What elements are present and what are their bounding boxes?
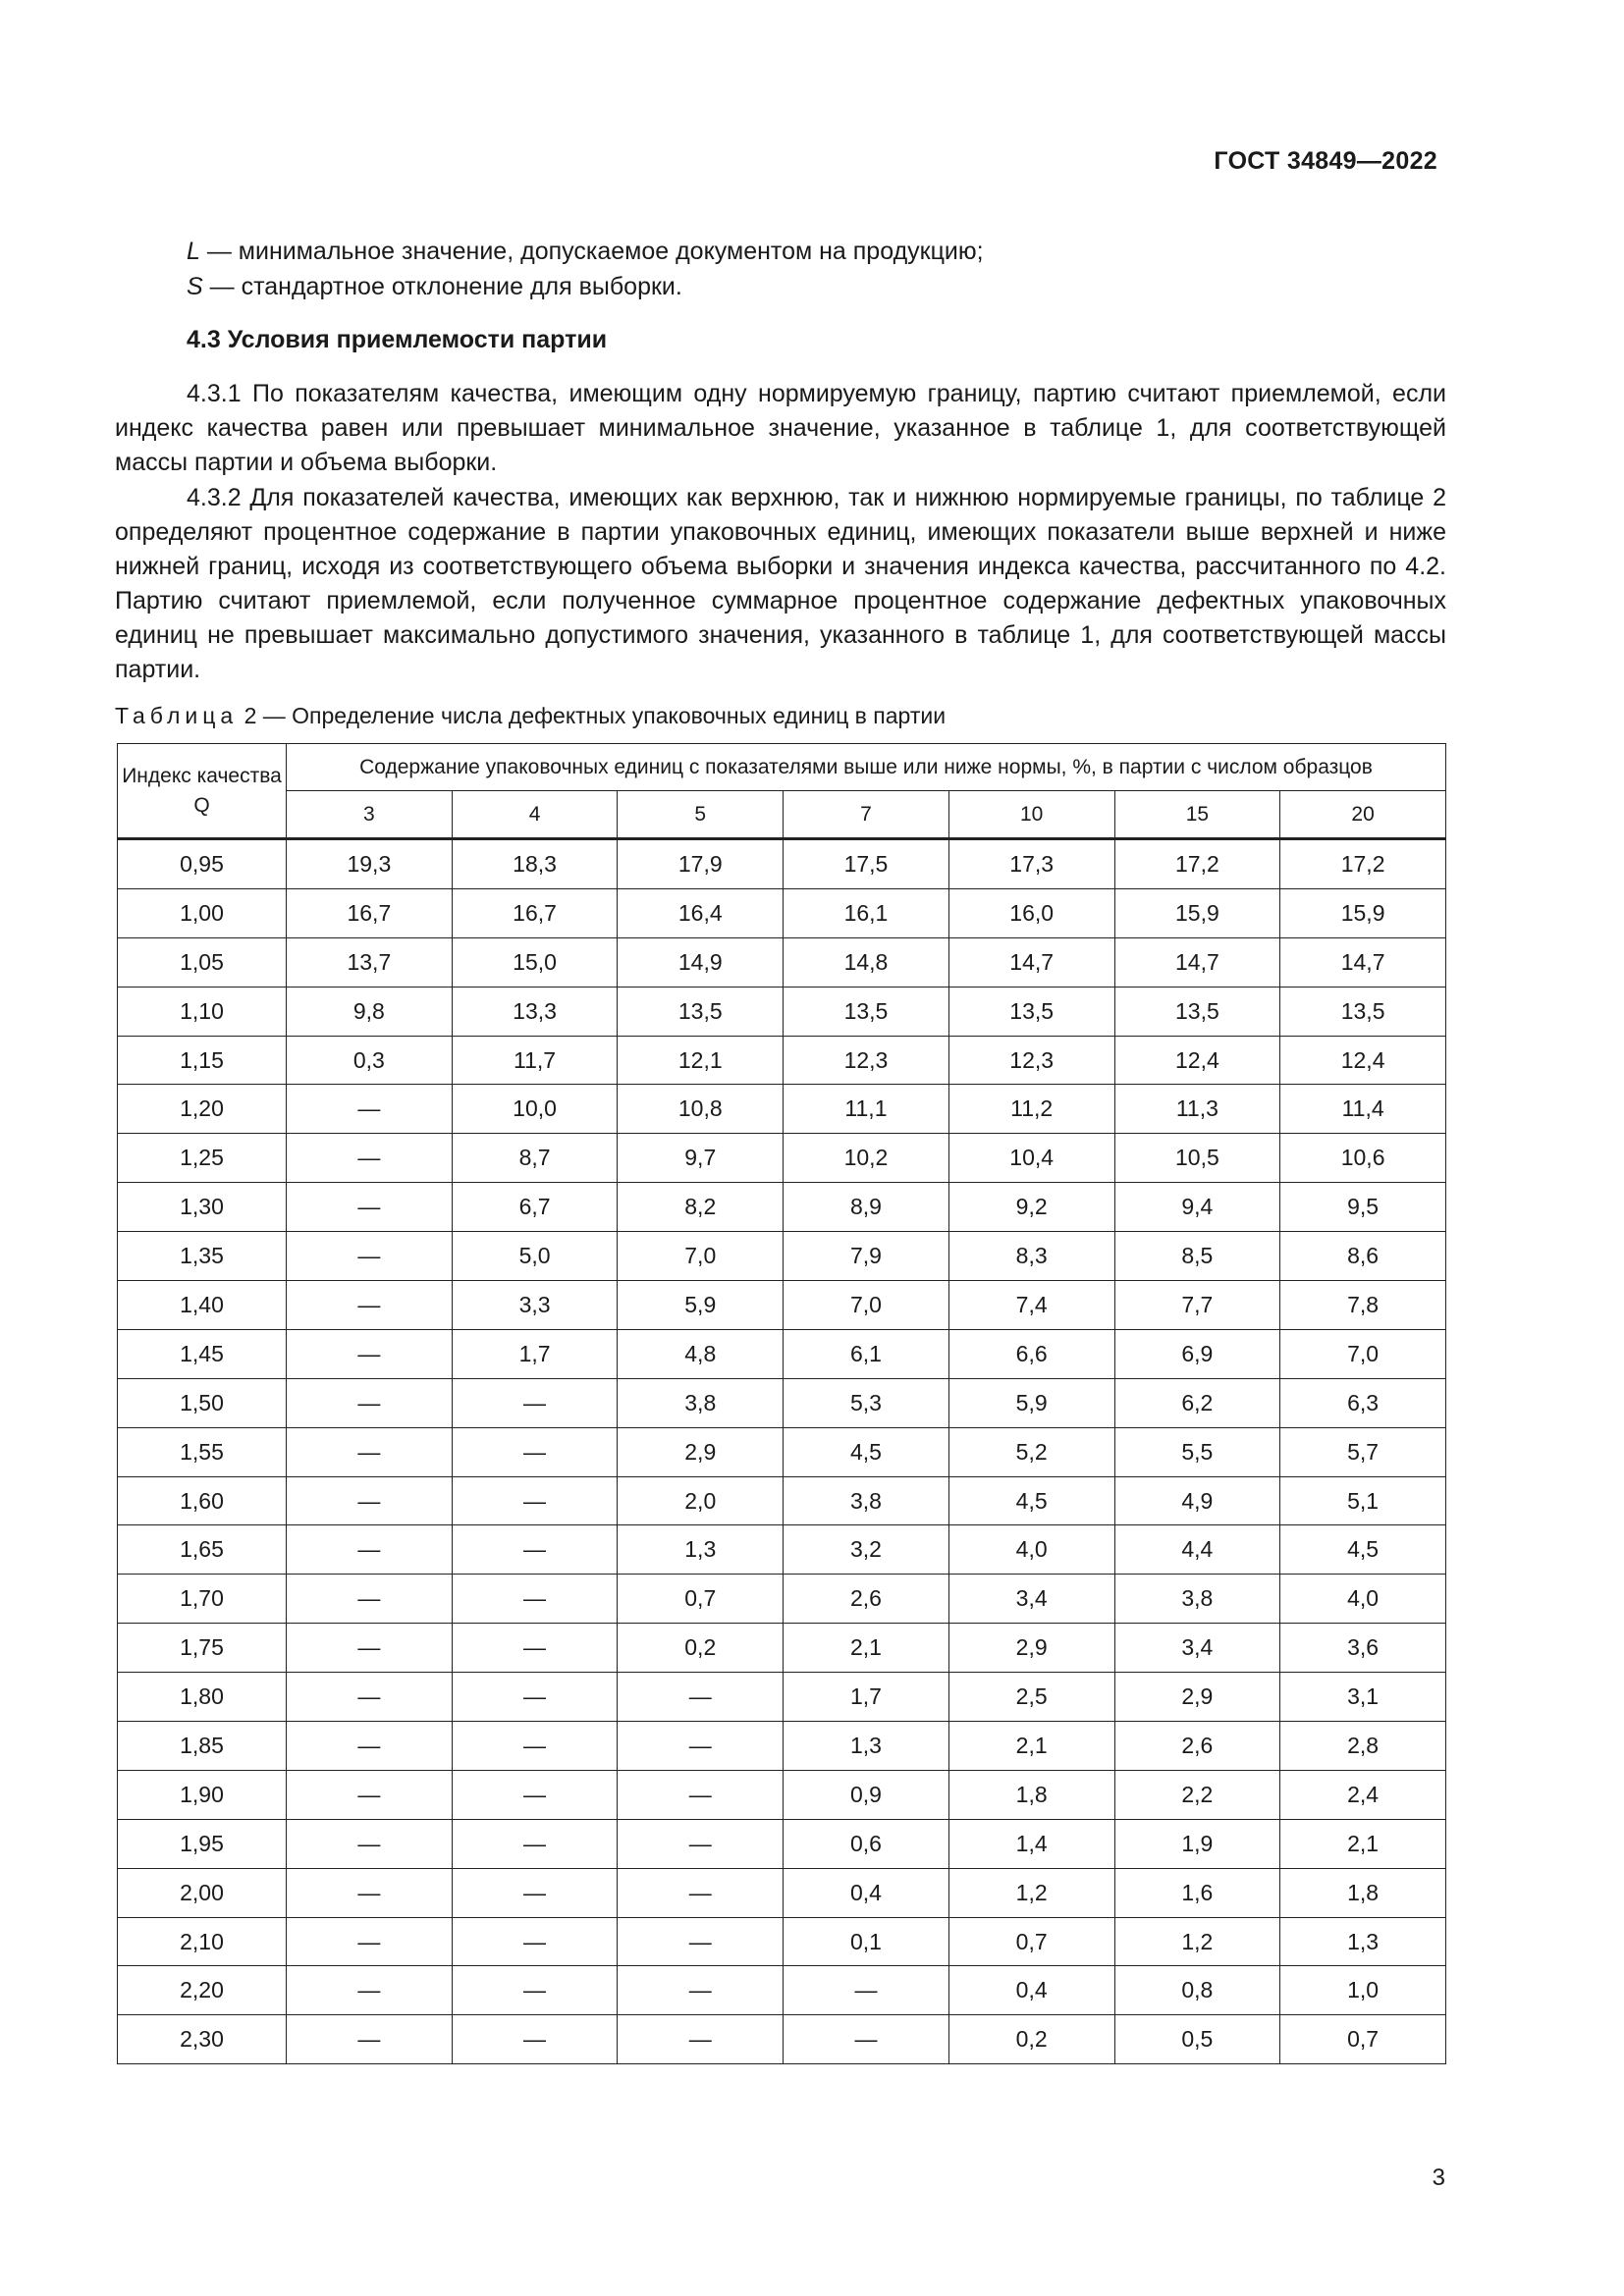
table-caption (115, 703, 946, 729)
table-cell: 2,4 (1280, 1770, 1446, 1819)
table-cell: 15,9 (1280, 888, 1446, 937)
table-row (118, 1525, 1446, 1575)
table-cell: 6,1 (784, 1329, 949, 1378)
quality-index-cell: 1,00 (118, 888, 287, 937)
table-cell: 8,7 (452, 1134, 618, 1183)
definition-item (187, 234, 984, 269)
table-cell: 2,1 (1280, 1819, 1446, 1868)
table-cell: 10,4 (948, 1134, 1114, 1183)
table-row (118, 1281, 1446, 1330)
table-cell: 7,8 (1280, 1281, 1446, 1330)
table-cell: — (452, 1378, 618, 1427)
quality-index-cell: 1,05 (118, 937, 287, 987)
table-cell: — (287, 1575, 453, 1624)
table-cell: — (287, 1868, 453, 1917)
table-cell: 14,7 (948, 937, 1114, 987)
table-cell: — (784, 2015, 949, 2064)
table-cell: 7,4 (948, 1281, 1114, 1330)
table-cell: — (287, 1183, 453, 1232)
table-cell: 7,0 (618, 1232, 784, 1281)
table-row (118, 1819, 1446, 1868)
table-row (118, 1134, 1446, 1183)
table-cell: — (618, 1819, 784, 1868)
table-caption-text: 2 — Определение числа дефектных упаковочных единиц в партии (238, 703, 947, 728)
quality-index-cell: 1,60 (118, 1476, 287, 1525)
table-cell: 1,4 (948, 1819, 1114, 1868)
quality-index-cell: 2,20 (118, 1966, 287, 2015)
table-cell: 3,6 (1280, 1624, 1446, 1673)
definition-item (187, 269, 984, 304)
table-cell: 6,9 (1114, 1329, 1280, 1378)
table-cell: 5,5 (1114, 1427, 1280, 1476)
table-body (118, 839, 1446, 2064)
defects-table (117, 743, 1446, 2064)
table-cell: 10,0 (452, 1085, 618, 1134)
table-cell: 1,2 (1114, 1917, 1280, 1966)
table-cell: 14,9 (618, 937, 784, 987)
quality-index-cell: 0,95 (118, 839, 287, 889)
table-cell: — (618, 1722, 784, 1771)
table-cell: 0,2 (618, 1624, 784, 1673)
table-cell: 10,5 (1114, 1134, 1280, 1183)
table-cell: — (452, 1868, 618, 1917)
table-cell: — (452, 1476, 618, 1525)
definition-text: — стандартное отклонение для выборки. (202, 273, 682, 300)
table-cell: 9,2 (948, 1183, 1114, 1232)
table-cell: — (618, 1966, 784, 2015)
table-cell: 0,7 (1280, 2015, 1446, 2064)
table-cell: — (287, 1085, 453, 1134)
table-cell: 13,3 (452, 987, 618, 1036)
table-cell: 11,2 (948, 1085, 1114, 1134)
quality-index-cell: 1,70 (118, 1575, 287, 1624)
table-cell: 3,8 (1114, 1575, 1280, 1624)
table-cell: 4,8 (618, 1329, 784, 1378)
table-cell: 7,0 (1280, 1329, 1446, 1378)
table-row (118, 1624, 1446, 1673)
table-cell: — (287, 2015, 453, 2064)
table-cell: — (618, 1770, 784, 1819)
table-row (118, 1917, 1446, 1966)
table-cell: 6,2 (1114, 1378, 1280, 1427)
table-cell: 16,7 (287, 888, 453, 937)
table-cell: — (287, 1281, 453, 1330)
table-cell: 16,7 (452, 888, 618, 937)
table-cell: — (287, 1966, 453, 2015)
table-cell: 14,8 (784, 937, 949, 987)
table-cell: 5,2 (948, 1427, 1114, 1476)
table-cell: — (618, 1673, 784, 1722)
table-cell: — (452, 2015, 618, 2064)
paragraph-4-3-1: 4.3.1 По показателям качества, имеющим одну нормируемую границу, партию считают приемлемой, если индекс качества равен или превышает минимальное значение, указанное в таблице 1, для соответствующей массы партии и объема выборки. (115, 380, 1446, 476)
sample-size-header: 15 (1114, 791, 1280, 839)
section-title: 4.3 Условия приемлемости партии (187, 326, 608, 353)
quality-index-cell: 1,90 (118, 1770, 287, 1819)
table-cell: 3,8 (618, 1378, 784, 1427)
table-row (118, 1966, 1446, 2015)
table-cell: 1,3 (618, 1525, 784, 1575)
table-cell: 0,4 (784, 1868, 949, 1917)
table-cell: 17,5 (784, 839, 949, 889)
table-cell: 0,9 (784, 1770, 949, 1819)
table-cell: 2,8 (1280, 1722, 1446, 1771)
table-cell: 1,9 (1114, 1819, 1280, 1868)
table-cell: — (287, 1722, 453, 1771)
sample-size-header: 3 (287, 791, 453, 839)
table-cell: 13,5 (618, 987, 784, 1036)
table-cell: 12,1 (618, 1036, 784, 1085)
table-cell: 5,7 (1280, 1427, 1446, 1476)
quality-index-cell: 1,45 (118, 1329, 287, 1378)
quality-index-cell: 1,40 (118, 1281, 287, 1330)
table-cell: 13,7 (287, 937, 453, 987)
table-cell: 17,3 (948, 839, 1114, 889)
table-row (118, 1868, 1446, 1917)
table-cell: — (452, 1525, 618, 1575)
table-cell: 6,7 (452, 1183, 618, 1232)
table-cell: — (618, 1868, 784, 1917)
table-cell: — (452, 1722, 618, 1771)
table-cell: 16,1 (784, 888, 949, 937)
table-cell: 2,0 (618, 1476, 784, 1525)
table-cell: 9,7 (618, 1134, 784, 1183)
definition-symbol: L (187, 238, 200, 265)
table-cell: 1,8 (1280, 1868, 1446, 1917)
table-cell: 4,5 (948, 1476, 1114, 1525)
table-cell: 14,7 (1280, 937, 1446, 987)
table-cell: 2,9 (618, 1427, 784, 1476)
definitions-list (187, 234, 984, 304)
table-cell: 1,8 (948, 1770, 1114, 1819)
table-cell: 12,4 (1114, 1036, 1280, 1085)
table-cell: 3,4 (1114, 1624, 1280, 1673)
table-cell: 1,6 (1114, 1868, 1280, 1917)
table-cell: — (452, 1917, 618, 1966)
table-cell: 13,5 (948, 987, 1114, 1036)
table-cell: 2,6 (1114, 1722, 1280, 1771)
table-row (118, 1329, 1446, 1378)
table-cell: 15,0 (452, 937, 618, 987)
table-cell: 9,4 (1114, 1183, 1280, 1232)
table-header-row (118, 744, 1446, 791)
table-cell: 0,4 (948, 1966, 1114, 2015)
sample-size-header: 7 (784, 791, 949, 839)
quality-index-cell: 2,30 (118, 2015, 287, 2064)
table-cell: 3,2 (784, 1525, 949, 1575)
table-row (118, 1036, 1446, 1085)
table-cell: 3,1 (1280, 1673, 1446, 1722)
table-cell: 16,4 (618, 888, 784, 937)
quality-index-cell: 1,80 (118, 1673, 287, 1722)
table-cell: — (287, 1427, 453, 1476)
table-cell: 5,1 (1280, 1476, 1446, 1525)
table-cell: 0,5 (1114, 2015, 1280, 2064)
table-cell: 12,3 (948, 1036, 1114, 1085)
table-cell: 11,7 (452, 1036, 618, 1085)
table-cell: 7,0 (784, 1281, 949, 1330)
table-row (118, 1770, 1446, 1819)
table-row (118, 1673, 1446, 1722)
table-cell: 11,4 (1280, 1085, 1446, 1134)
table-cell: — (287, 1329, 453, 1378)
table-cell: 2,1 (948, 1722, 1114, 1771)
table-cell: — (452, 1427, 618, 1476)
table-cell: 5,9 (948, 1378, 1114, 1427)
definition-symbol: S (187, 273, 203, 300)
table-cell: — (287, 1673, 453, 1722)
sample-size-header: 10 (948, 791, 1114, 839)
table-cell: — (452, 1575, 618, 1624)
table-cell: 8,2 (618, 1183, 784, 1232)
table-cell: — (287, 1134, 453, 1183)
table-cell: 10,2 (784, 1134, 949, 1183)
quality-index-cell: 1,75 (118, 1624, 287, 1673)
table-cell: — (287, 1378, 453, 1427)
group-column-header: Содержание упаковочных единиц с показателями выше или ниже нормы, %, в партии с числом образцов (287, 744, 1446, 791)
table-cell: 10,8 (618, 1085, 784, 1134)
table-cell: 4,9 (1114, 1476, 1280, 1525)
table-cell: 0,2 (948, 2015, 1114, 2064)
table-row (118, 1722, 1446, 1771)
index-column-header: Индекс качества Q (118, 744, 287, 839)
table-cell: 4,0 (1280, 1575, 1446, 1624)
table-cell: 3,4 (948, 1575, 1114, 1624)
quality-index-cell: 1,20 (118, 1085, 287, 1134)
quality-index-cell: 2,10 (118, 1917, 287, 1966)
table-cell: 2,9 (1114, 1673, 1280, 1722)
table-cell: — (784, 1966, 949, 2015)
table-cell: 11,3 (1114, 1085, 1280, 1134)
table-cell: 2,9 (948, 1624, 1114, 1673)
table-cell: — (452, 1819, 618, 1868)
table-cell: 17,2 (1114, 839, 1280, 889)
table-row (118, 937, 1446, 987)
table-cell: 12,3 (784, 1036, 949, 1085)
table-cell: 0,7 (618, 1575, 784, 1624)
table-cell: — (452, 1770, 618, 1819)
table-cell: — (287, 1624, 453, 1673)
table-row (118, 888, 1446, 937)
table-cell: 0,1 (784, 1917, 949, 1966)
table-cell: 2,2 (1114, 1770, 1280, 1819)
table-cell: 17,9 (618, 839, 784, 889)
sample-sizes-row (118, 791, 1446, 839)
quality-index-cell: 1,15 (118, 1036, 287, 1085)
table-cell: 4,4 (1114, 1525, 1280, 1575)
table-cell: 5,3 (784, 1378, 949, 1427)
table-cell: — (452, 1966, 618, 2015)
table-cell: 1,3 (1280, 1917, 1446, 1966)
table-row (118, 1183, 1446, 1232)
sample-size-header: 5 (618, 791, 784, 839)
document-code: ГОСТ 34849—2022 (1214, 147, 1437, 175)
table-cell: 0,7 (948, 1917, 1114, 1966)
sample-size-header: 4 (452, 791, 618, 839)
quality-index-cell: 1,30 (118, 1183, 287, 1232)
table-cell: 0,8 (1114, 1966, 1280, 2015)
table-cell: — (287, 1819, 453, 1868)
table-row (118, 1427, 1446, 1476)
quality-index-cell: 2,00 (118, 1868, 287, 1917)
table-cell: 7,7 (1114, 1281, 1280, 1330)
table-cell: 8,5 (1114, 1232, 1280, 1281)
table-cell: — (452, 1673, 618, 1722)
table-cell: 15,9 (1114, 888, 1280, 937)
table-cell: 1,2 (948, 1868, 1114, 1917)
table-row (118, 987, 1446, 1036)
quality-index-cell: 1,85 (118, 1722, 287, 1771)
table-cell: 8,6 (1280, 1232, 1446, 1281)
quality-index-cell: 1,25 (118, 1134, 287, 1183)
table-caption-label: Таблица (115, 703, 239, 728)
quality-index-cell: 1,65 (118, 1525, 287, 1575)
quality-index-cell: 1,50 (118, 1378, 287, 1427)
table-cell: 13,5 (1280, 987, 1446, 1036)
table-row (118, 1085, 1446, 1134)
table-cell: 18,3 (452, 839, 618, 889)
table-row (118, 1378, 1446, 1427)
quality-index-cell: 1,95 (118, 1819, 287, 1868)
quality-index-cell: 1,35 (118, 1232, 287, 1281)
table-cell: 11,1 (784, 1085, 949, 1134)
table-cell: — (287, 1525, 453, 1575)
table-cell: 1,7 (452, 1329, 618, 1378)
table-cell: 9,5 (1280, 1183, 1446, 1232)
table-cell: 1,0 (1280, 1966, 1446, 2015)
definition-text: — минимальное значение, допускаемое документом на продукцию; (199, 238, 984, 265)
table-cell: — (618, 2015, 784, 2064)
table-row (118, 1232, 1446, 1281)
table-cell: 17,2 (1280, 839, 1446, 889)
table-cell: — (287, 1476, 453, 1525)
table-cell: 10,6 (1280, 1134, 1446, 1183)
table-cell: 4,0 (948, 1525, 1114, 1575)
table-cell: 2,5 (948, 1673, 1114, 1722)
table-cell: 5,0 (452, 1232, 618, 1281)
table-row (118, 839, 1446, 889)
table-cell: 5,9 (618, 1281, 784, 1330)
table-cell: 4,5 (1280, 1525, 1446, 1575)
table-cell: 16,0 (948, 888, 1114, 937)
table-cell: 6,3 (1280, 1378, 1446, 1427)
table-cell: 6,6 (948, 1329, 1114, 1378)
table-cell: — (287, 1917, 453, 1966)
quality-index-cell: 1,55 (118, 1427, 287, 1476)
table-cell: 13,5 (784, 987, 949, 1036)
table-cell: — (287, 1770, 453, 1819)
table-cell: 0,6 (784, 1819, 949, 1868)
table-cell: 4,5 (784, 1427, 949, 1476)
table-row (118, 2015, 1446, 2064)
table-cell: 19,3 (287, 839, 453, 889)
table-cell: 1,7 (784, 1673, 949, 1722)
sample-size-header: 20 (1280, 791, 1446, 839)
table-cell: — (618, 1917, 784, 1966)
table-cell: 0,3 (287, 1036, 453, 1085)
table-cell: 13,5 (1114, 987, 1280, 1036)
table-cell: 14,7 (1114, 937, 1280, 987)
quality-index-cell: 1,10 (118, 987, 287, 1036)
table-cell: 8,3 (948, 1232, 1114, 1281)
page-number: 3 (1432, 2164, 1445, 2191)
table-cell: 9,8 (287, 987, 453, 1036)
table-cell: 12,4 (1280, 1036, 1446, 1085)
paragraph-4-3-2: 4.3.2 Для показателей качества, имеющих как верхнюю, так и нижнюю нормируемые границы, по таблице 2 определяют процентное содержание в партии упаковочных единиц, имеющих показатели выше верхней и ниже нижней границ, исходя из соответствующего объема выборки и значения индекса качества, рассчитанного по 4.2. Партию считают приемлемой, если полученное суммарное процентное содержание дефектных упаковочных единиц не превышает максимально допустимого значения, указанного в таблице 1, для соответствующей массы партии. (115, 484, 1446, 683)
table-cell: 3,3 (452, 1281, 618, 1330)
table-row (118, 1575, 1446, 1624)
table-cell: 3,8 (784, 1476, 949, 1525)
table-cell: — (452, 1624, 618, 1673)
table-row (118, 1476, 1446, 1525)
table-cell: — (287, 1232, 453, 1281)
table-cell: 2,1 (784, 1624, 949, 1673)
table-cell: 1,3 (784, 1722, 949, 1771)
table-cell: 7,9 (784, 1232, 949, 1281)
table-cell: 8,9 (784, 1183, 949, 1232)
table-cell: 2,6 (784, 1575, 949, 1624)
